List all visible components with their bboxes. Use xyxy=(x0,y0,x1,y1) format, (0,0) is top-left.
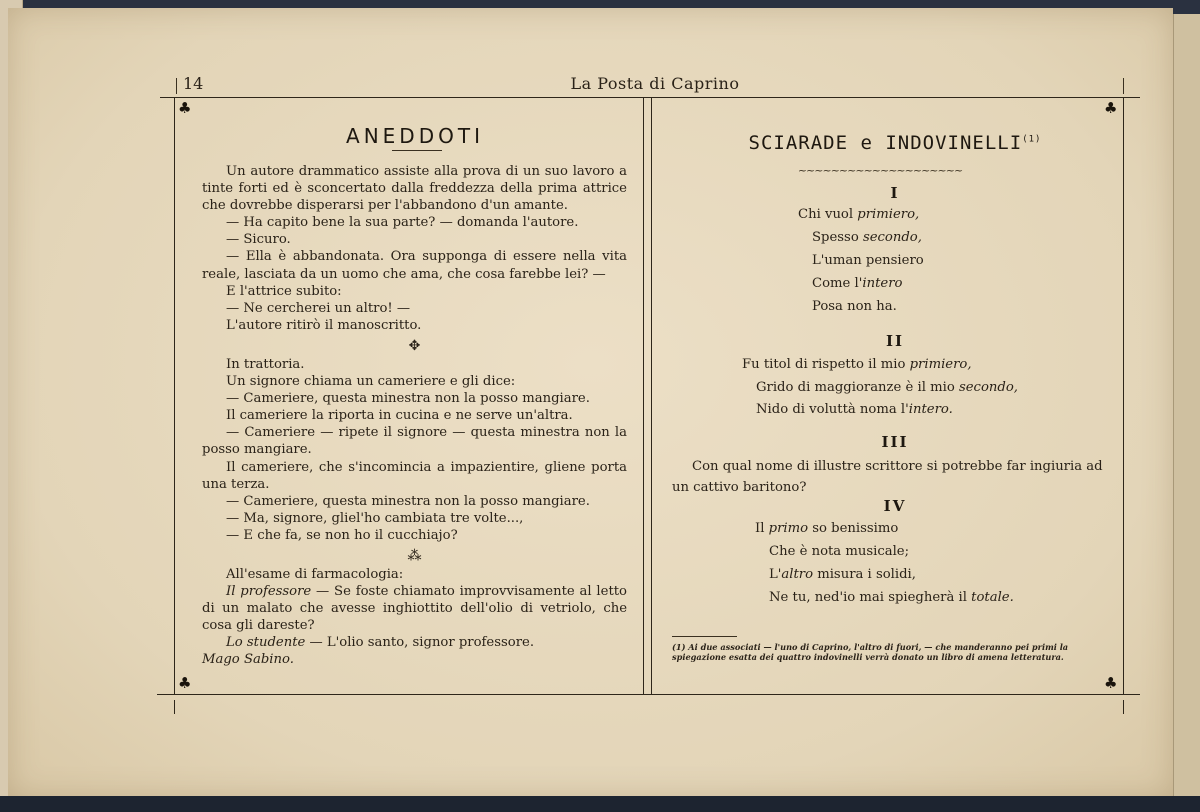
riddles-title-text: SCIARADE e INDOVINELLI xyxy=(748,132,1023,154)
top-rule xyxy=(160,97,1140,98)
verse-line: Nido di voluttà noma l'intero. xyxy=(756,402,953,417)
paragraph: In trattoria. xyxy=(226,356,305,372)
verse-line: Grido di maggioranze è il mio secondo, xyxy=(756,380,1018,395)
running-title: La Posta di Caprino xyxy=(570,74,740,93)
column-divider-right xyxy=(651,97,652,694)
left-frame-line xyxy=(174,97,175,694)
anecdotes-title: ANEDDOTI xyxy=(346,124,484,148)
paragraph: — Cameriere, questa minestra non la posso mangiare. xyxy=(226,493,590,509)
verse-line: Ne tu, ned'io mai spiegherà il totale. xyxy=(769,590,1014,605)
verse-line: Come l'intero xyxy=(812,276,903,291)
paragraph: Un autore drammatico assiste alla prova di un suo lavoro a tinte forti ed è sconcertato dalla freddezza della prima attrice che dovrebbe disperarsi per l'abbandono d'un amante. xyxy=(202,164,627,214)
header-tick-right xyxy=(1123,78,1124,94)
bottom-tick-right xyxy=(1123,700,1124,714)
paragraph: Un signore chiama un cameriere e gli dice: xyxy=(226,374,516,390)
paragraph: — Cameriere, questa minestra non la posso mangiare. xyxy=(226,391,590,407)
paragraph: L'autore ritirò il manoscritto. xyxy=(226,317,422,333)
paragraph: — Sicuro. xyxy=(226,232,291,248)
verse-line: Con qual nome di illustre scrittore si potrebbe far ingiuria ad xyxy=(692,459,1103,474)
verse-line: Fu titol di rispetto il mio primiero, xyxy=(742,357,972,372)
verse-line: Chi vuol primiero, xyxy=(798,207,920,222)
speaker-label: Il professore xyxy=(226,584,312,600)
signature: Mago Sabino. xyxy=(202,652,294,668)
paragraph: — E che fa, se non ho il cucchiajo? xyxy=(226,527,458,543)
paragraph: — Cameriere — ripete il signore — questa minestra non la posso mangiare. xyxy=(202,425,627,458)
riddles-title xyxy=(660,132,1130,154)
paragraph: Il cameriere, che s'incomincia a impazientire, gliene porta una terza. xyxy=(202,459,627,492)
section-numeral: IV xyxy=(883,497,907,515)
verse-line: L'uman pensiero xyxy=(812,253,924,268)
section-numeral: III xyxy=(881,433,909,451)
section-numeral: II xyxy=(885,332,905,350)
corner-ornament-icon: ♣ xyxy=(1104,674,1118,692)
page-edge xyxy=(1173,14,1200,796)
title-underline xyxy=(392,150,442,151)
footnote: (1) Ai due associati — l'uno di Caprino, l'altro di fuori, — che manderanno pei primi la spiegazione esatta dei quattro indovinelli verrà donato un libro di amena letteratura. xyxy=(672,642,1069,662)
corner-ornament-icon: ♣ xyxy=(178,99,192,117)
paragraph: — Ha capito bene la sua parte? — domanda l'autore. xyxy=(226,215,579,231)
page-number: 14 xyxy=(183,74,204,93)
divider-ornament-icon: ✥ xyxy=(408,337,421,354)
asterism-ornament-icon: ⁂ xyxy=(407,547,422,564)
verse-line: Il primo so benissimo xyxy=(755,521,899,536)
bottom-rule xyxy=(157,694,1140,695)
corner-ornament-icon: ♣ xyxy=(178,674,192,692)
anecdotes-body xyxy=(202,163,627,669)
paragraph: Il cameriere la riporta in cucina e ne serve un'altra. xyxy=(226,408,573,424)
paragraph xyxy=(202,583,627,634)
book-cover-bottom xyxy=(0,796,1200,812)
verse-line: Che è nota musicale; xyxy=(769,544,910,559)
paragraph: — Ma, signore, gliel'ho cambiata tre volte..., xyxy=(226,510,524,526)
verse-line: un cattivo baritono? xyxy=(672,480,807,495)
column-divider-left xyxy=(643,97,644,694)
paragraph: All'esame di farmacologia: xyxy=(226,566,404,582)
verse-line: Spesso secondo, xyxy=(812,230,922,245)
paragraph: — Ne cercherei un altro! — xyxy=(226,300,411,316)
verse-line: Posa non ha. xyxy=(812,299,897,314)
flourish-ornament-icon: ~~~~~~~~~~~~~~~~~~~~ xyxy=(797,164,963,177)
verse-line: L'altro misura i solidi, xyxy=(769,567,916,582)
speaker-text: — Se foste chiamato improvvisamente al letto di un malato che avesse inghiottito dell'olio di vetriolo, che cosa gli dareste? xyxy=(202,584,627,634)
paragraph: E l'attrice subito: xyxy=(226,283,342,299)
paragraph: — Ella è abbandonata. Ora supponga di essere nella vita reale, lasciata da un uomo che ama, che cosa farebbe lei? — xyxy=(202,249,627,282)
footnote-rule xyxy=(672,636,737,637)
section-numeral: I xyxy=(890,184,900,202)
speaker-label: Lo studente xyxy=(226,635,306,651)
speaker-text: — L'olio santo, signor professore. xyxy=(309,635,535,651)
footnote-marker: (1) xyxy=(1022,134,1042,145)
corner-ornament-icon: ♣ xyxy=(1104,99,1118,117)
paragraph xyxy=(202,634,627,651)
bottom-tick-left xyxy=(174,700,175,714)
